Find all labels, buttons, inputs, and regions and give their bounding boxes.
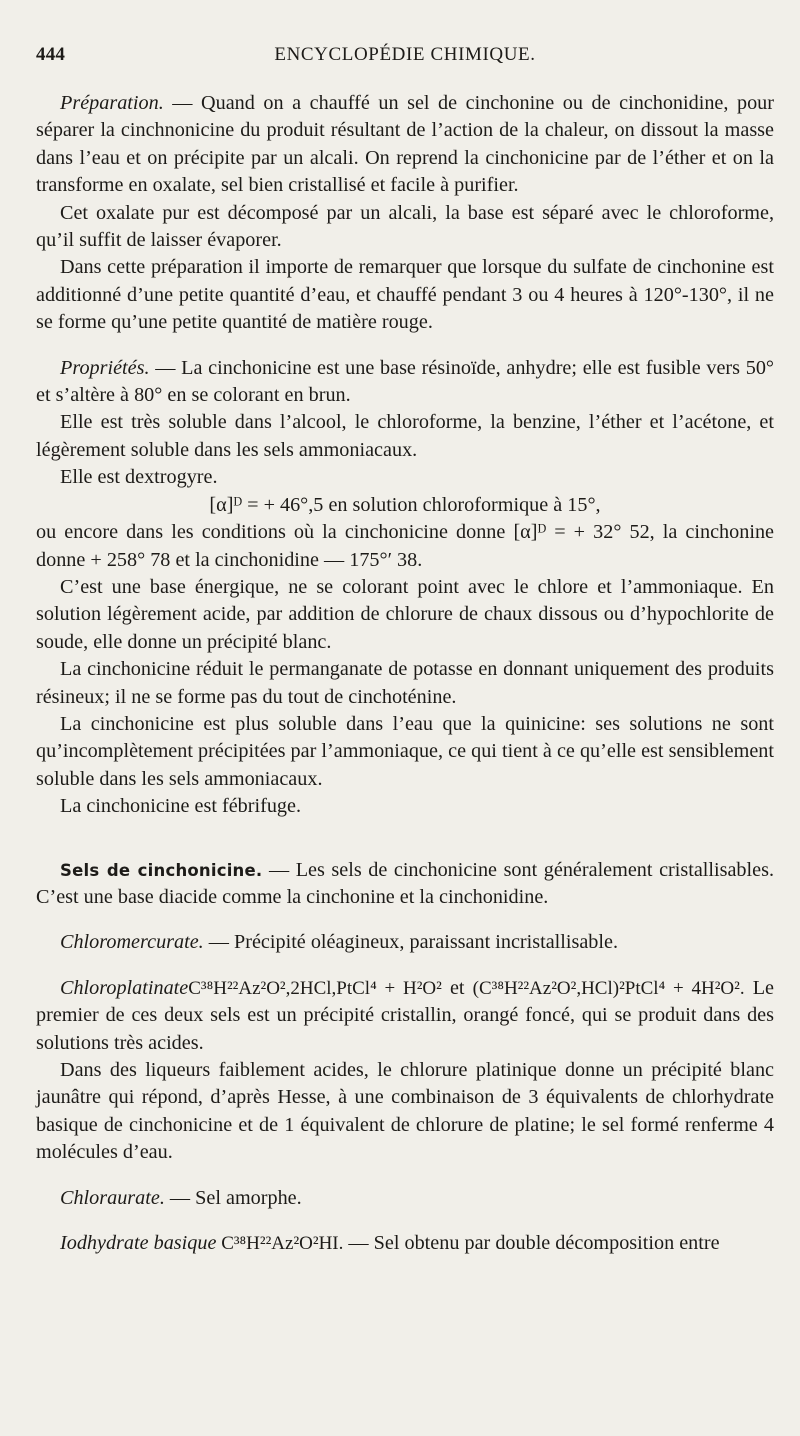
page-number: 444 xyxy=(36,44,66,65)
paragraph-text: Le premier de ces deux sels est un précipité cristallin, orangé foncé, qui se produit dans des solutions très acides. xyxy=(36,976,774,1054)
paragraph-text: — Quand on a chauffé un sel de cinchonine ou de cinchonidine, pour séparer la cinchnonicine du produit résultant de l’action de la chaleur, on dissout la masse dans l’eau et on précipite par un alcali. On reprend la cinchonicine par de l’éther et on la transforme en oxalate, sel bien cristallisé et facile à purifier. xyxy=(36,92,774,197)
chemical-formula: C³⁸H²²Az²O²HI. xyxy=(216,1233,344,1255)
section-lead-chloroplatinate: Chloroplatinate xyxy=(60,976,189,999)
chemical-formula: C³⁸H²²Az²O²,2HCl,PtCl⁴ + H²O² xyxy=(188,977,442,999)
paragraph-chloroplatinate xyxy=(36,975,774,1057)
paragraph-rotation-comparison: ou encore dans les conditions où la cinchonicine donne [α]ᴰ = + 32° 52, la cinchonine donne + 258° 78 et la cinchonidine — 175°′ 38. xyxy=(36,521,774,571)
chemical-formula: (C³⁸H²²Az²O²,HCl)²PtCl⁴ + 4H²O². xyxy=(472,977,745,999)
section-lead-chloraurate: Chloraurate. xyxy=(60,1186,165,1209)
paragraph-febrifuge: La cinchonicine est fébrifuge. xyxy=(60,795,302,818)
paragraph-iodhydrate xyxy=(36,1230,774,1257)
paragraph-text: — Sel obtenu par double décomposition entre xyxy=(343,1232,720,1255)
paragraph-text: — Sel amorphe. xyxy=(164,1186,302,1209)
paragraph-sulfate-note: Dans cette préparation il importe de remarquer que lorsque du sulfate de cinchonine est additionné d’une petite quantité d’eau, et chauffé pendant 3 ou 4 heures à 120°-130°, il ne se forme qu’une petite quantité de matière rouge. xyxy=(36,256,774,334)
section-lead-iodhydrate: Iodhydrate basique xyxy=(60,1232,217,1255)
section-heading-salts: Sels de cinchonicine. xyxy=(60,860,263,880)
paragraph-solubility: Elle est très soluble dans l’alcool, le chloroforme, la benzine, l’éther et l’acétone, et légèrement soluble dans les sels ammoniacaux. xyxy=(36,411,774,461)
paragraph-permanganate: La cinchonicine réduit le permanganate de potasse en donnant uniquement des produits résineux; il ne se forme pas du tout de cinchoténine. xyxy=(36,658,774,708)
paragraph-water-solubility: La cinchonicine est plus soluble dans l’eau que la quinicine: ses solutions ne sont qu’incomplètement précipitées par l’ammoniaque, ce qui tient à ce qu’elle est sensiblement soluble dans les sels ammoniacaux. xyxy=(36,712,774,790)
paragraph-text: — Les sels de cinchonicine sont généralement cristallisables. C’est une base diacide comme la cinchonine et la cinchonidine. xyxy=(36,858,774,908)
paragraph-text: — Précipité oléagineux, paraissant incristallisable. xyxy=(203,931,619,954)
page-header xyxy=(36,44,774,78)
formula-connector: et xyxy=(441,976,473,999)
section-lead-preparation: Préparation. xyxy=(60,92,164,114)
paragraph-properties xyxy=(36,355,774,410)
paragraph-preparation xyxy=(36,90,774,200)
rotation-formula: [α]ᴰ = + 46°,5 en solution chloroformique à 15°, xyxy=(209,493,601,516)
running-title: ENCYCLOPÉDIE CHIMIQUE. xyxy=(274,44,536,65)
page-body xyxy=(36,90,774,1257)
paragraph-oxalate: Cet oxalate pur est décomposé par un alcali, la base est séparé avec le chloroforme, qu’il suffit de laisser évaporer. xyxy=(36,201,774,252)
paragraph-text: — La cinchonicine est une base résinoïde, anhydre; elle est fusible vers 50° et s’altère à 80° en se colorant en brun. xyxy=(36,356,774,407)
section-lead-chloromercurate: Chloromercurate. xyxy=(60,931,204,954)
paragraph-base-energy: C’est une base énergique, ne se colorant point avec le chlore et l’ammoniaque. En solution légèrement acide, par addition de chlorure de chaux dissous ou d’hypochlorite de soude, elle donne un précipité blanc. xyxy=(36,575,774,653)
paragraph-salts xyxy=(36,857,774,912)
section-lead-properties: Propriétés. xyxy=(60,356,150,379)
paragraph-dextrogyre: Elle est dextrogyre. xyxy=(60,466,218,489)
paragraph-chloraurate xyxy=(36,1185,774,1212)
paragraph-platinic-chloride: Dans des liqueurs faiblement acides, le chlorure platinique donne un précipité blanc jaunâtre qui répond, d’après Hesse, à une combinaison de 3 équivalents de chlorhydrate basique de cinchonicine et de 1 équivalent de chlorure de platine; le sel formé renferme 4 molécules d’eau. xyxy=(36,1059,774,1164)
paragraph-chloromercurate xyxy=(36,929,774,956)
